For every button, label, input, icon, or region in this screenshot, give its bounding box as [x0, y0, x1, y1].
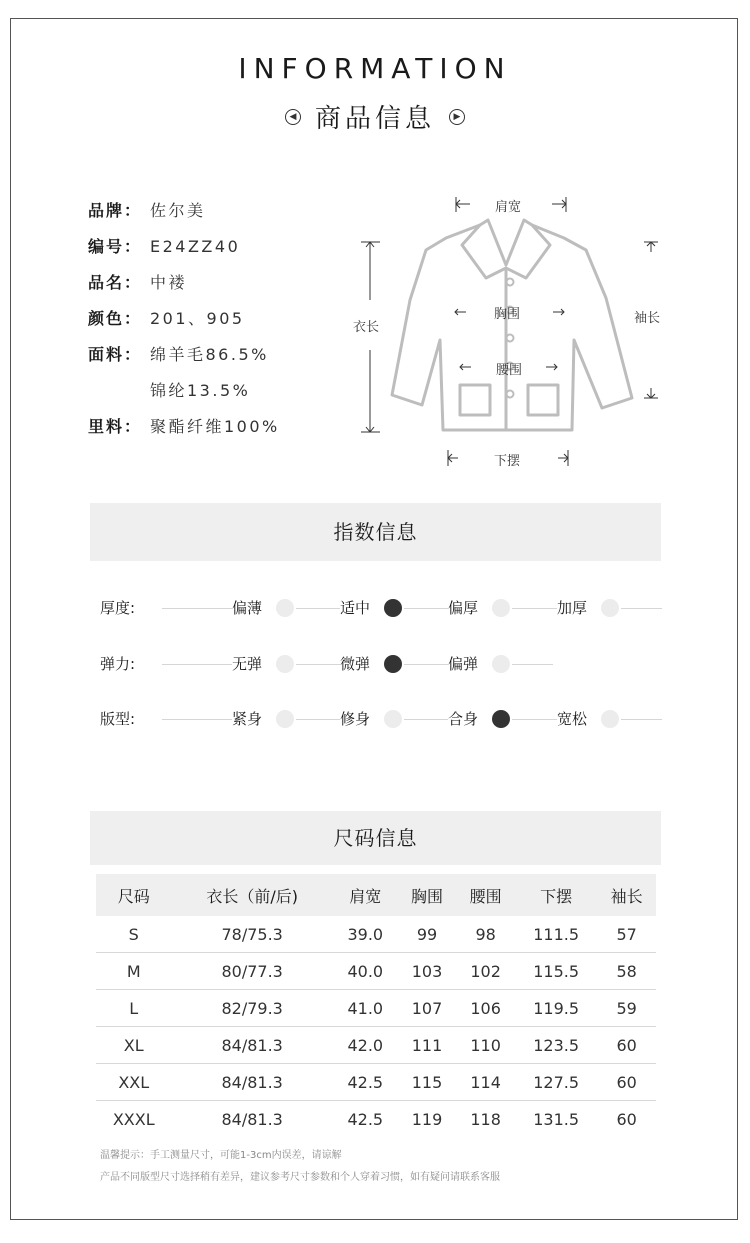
- table-cell: 115: [398, 1064, 457, 1101]
- info-value: E24ZZ40: [150, 237, 241, 256]
- index-dot: [601, 710, 619, 728]
- index-option-label: 加厚: [557, 599, 588, 617]
- index-dot-selected: [384, 599, 402, 617]
- index-option-label: 微弹: [340, 655, 371, 673]
- table-cell: 41.0: [333, 990, 398, 1027]
- size-table-header: [96, 874, 656, 916]
- size-section-title: 尺码信息: [90, 811, 661, 865]
- garment-sketch: [340, 190, 680, 480]
- product-info-row: [88, 270, 280, 306]
- table-cell: 78/75.3: [171, 916, 332, 953]
- table-cell: 84/81.3: [171, 1027, 332, 1064]
- index-dot: [276, 710, 294, 728]
- info-value: 聚酯纤维100%: [150, 417, 280, 436]
- table-cell: 60: [597, 1064, 656, 1101]
- table-cell: 102: [456, 953, 515, 990]
- label-chest: 胸围: [494, 307, 521, 322]
- index-row: [100, 652, 670, 676]
- index-option-label: 偏厚: [448, 599, 479, 617]
- product-info-list: [88, 198, 280, 450]
- page-title-cn: 商品信息: [314, 104, 435, 134]
- page-title-cn-row: [0, 98, 750, 135]
- table-cell: 42.5: [347, 1109, 384, 1129]
- table-cell: 103: [398, 953, 457, 990]
- table-row: [96, 990, 656, 1027]
- table-row: [96, 1101, 656, 1138]
- table-cell: 39.0: [333, 916, 398, 953]
- table-cell: 111.5: [515, 916, 597, 953]
- size-table-header-cell: 肩宽: [333, 874, 398, 916]
- size-table: [96, 874, 656, 1137]
- table-cell: 84/81.3: [171, 1064, 332, 1101]
- table-cell: 80/77.3: [171, 953, 332, 990]
- table-cell: 60: [616, 1109, 637, 1129]
- circle-arrow-left-icon: ◀: [285, 109, 301, 125]
- table-cell: 114: [456, 1064, 515, 1101]
- size-table-header-cell: 腰围: [456, 874, 515, 916]
- label-sleeve: 袖长: [634, 311, 661, 326]
- index-option-label: 无弹: [232, 655, 263, 673]
- index-row: [100, 596, 670, 620]
- table-cell: 42.5: [333, 1064, 398, 1101]
- info-value: 中褛: [150, 273, 188, 292]
- table-cell: 111: [398, 1027, 457, 1064]
- table-cell: 42.0: [333, 1027, 398, 1064]
- table-cell: S: [96, 916, 171, 953]
- table-cell: 119: [411, 1109, 443, 1129]
- product-info-row: [88, 306, 280, 342]
- table-cell: 131.5: [533, 1109, 580, 1129]
- index-dot: [276, 599, 294, 617]
- table-cell: 58: [597, 953, 656, 990]
- table-cell: 107: [398, 990, 457, 1027]
- index-option-label: 适中: [340, 599, 371, 617]
- table-cell: 118: [470, 1109, 501, 1129]
- size-table-header-cell: 衣长（前/后): [171, 874, 332, 916]
- table-cell: XXL: [96, 1064, 171, 1101]
- label-length: 衣长: [353, 320, 380, 335]
- info-value: 锦纶13.5%: [150, 381, 251, 400]
- index-option-label: 宽松: [557, 710, 588, 728]
- table-cell: 106: [456, 990, 515, 1027]
- table-cell: 127.5: [515, 1064, 597, 1101]
- size-table-header-cell: 胸围: [398, 874, 457, 916]
- product-info-row: [88, 378, 280, 414]
- table-cell: 119.5: [515, 990, 597, 1027]
- label-shoulder: 肩宽: [495, 200, 522, 215]
- table-cell: L: [96, 990, 171, 1027]
- table-row: [96, 916, 656, 953]
- index-dot: [601, 599, 619, 617]
- info-key: [88, 378, 150, 414]
- index-option-label: 合身: [448, 710, 479, 728]
- index-row-label: 版型:: [100, 710, 136, 728]
- size-table-header-cell: 下摆: [515, 874, 597, 916]
- table-cell: XXXL: [112, 1109, 155, 1129]
- circle-arrow-right-icon: ▶: [449, 109, 465, 125]
- table-cell: 40.0: [333, 953, 398, 990]
- table-cell: 115.5: [515, 953, 597, 990]
- index-option-label: 紧身: [232, 710, 263, 728]
- table-cell: 59: [597, 990, 656, 1027]
- size-table-header-cell: 尺码: [96, 874, 171, 916]
- product-info-row: [88, 234, 280, 270]
- index-dot: [492, 599, 510, 617]
- index-dot: [276, 655, 294, 673]
- table-row: [96, 1064, 656, 1101]
- info-key: 颜色：: [88, 309, 143, 328]
- index-option-label: 修身: [340, 710, 371, 728]
- label-hem: 下摆: [494, 454, 521, 469]
- info-key: 里料：: [88, 417, 143, 436]
- table-cell: 84/81.3: [221, 1109, 283, 1129]
- table-cell: 57: [597, 916, 656, 953]
- table-cell: 123.5: [515, 1027, 597, 1064]
- table-cell: 98: [456, 916, 515, 953]
- coat-outline-icon: [340, 190, 680, 480]
- table-cell: 60: [597, 1027, 656, 1064]
- index-option-label: 偏薄: [232, 599, 263, 617]
- product-info-row: [88, 342, 280, 378]
- table-cell: 82/79.3: [171, 990, 332, 1027]
- index-section-title: 指数信息: [90, 503, 661, 561]
- table-cell: 110: [456, 1027, 515, 1064]
- index-dot: [492, 655, 510, 673]
- info-value: 绵羊毛86.5%: [150, 345, 269, 364]
- info-key: 编号：: [88, 237, 143, 256]
- info-value: 佐尔美: [150, 201, 206, 220]
- size-table-header-cell: 袖长: [597, 874, 656, 916]
- table-cell: XL: [96, 1027, 171, 1064]
- index-row: [100, 707, 670, 731]
- note-line-2: 产品不同版型尺寸选择稍有差异，建议参考尺寸参数和个人穿着习惯，如有疑问请联系客服: [100, 1172, 500, 1183]
- table-cell: M: [96, 953, 171, 990]
- info-value: 201、905: [150, 309, 245, 328]
- page-title-en: INFORMATION: [238, 52, 512, 85]
- index-dot: [384, 710, 402, 728]
- table-row: [96, 953, 656, 990]
- info-key: 面料：: [88, 345, 143, 364]
- index-row-label: 弹力:: [100, 655, 136, 673]
- table-cell: 99: [398, 916, 457, 953]
- index-dot-selected: [492, 710, 510, 728]
- index-row-label: 厚度:: [100, 599, 136, 617]
- product-info-row: [88, 414, 280, 450]
- info-key: 品牌：: [88, 201, 143, 220]
- table-row: [96, 1027, 656, 1064]
- product-info-row: [88, 198, 280, 234]
- index-option-label: 偏弹: [448, 655, 479, 673]
- label-waist: 腰围: [496, 363, 523, 378]
- info-key: 品名：: [88, 273, 143, 292]
- index-dot-selected: [384, 655, 402, 673]
- note-line-1: 温馨提示：手工测量尺寸，可能1-3cm内误差，请谅解: [100, 1150, 342, 1161]
